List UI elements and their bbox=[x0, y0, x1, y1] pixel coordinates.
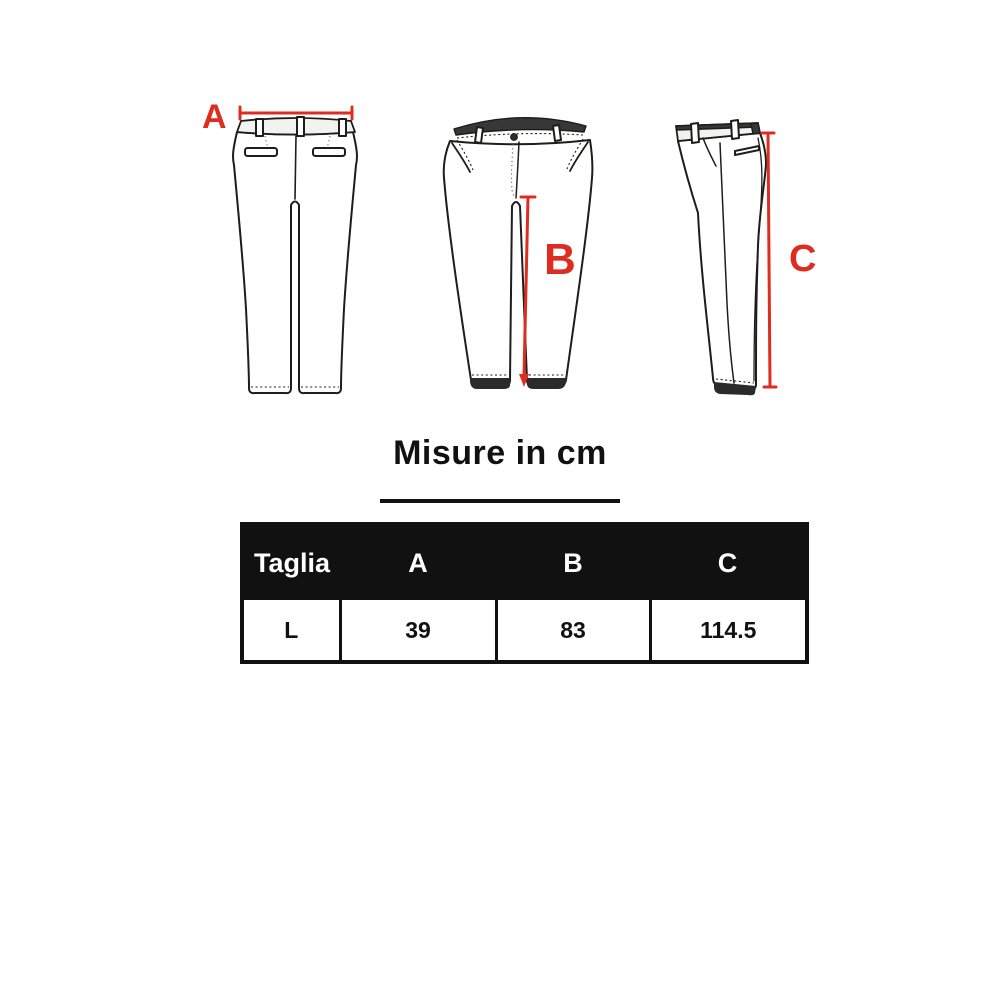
section-title: Misure in cm bbox=[393, 434, 607, 472]
cell-size: L bbox=[242, 600, 340, 662]
waist-button bbox=[511, 134, 518, 141]
measure-label-b: B bbox=[544, 235, 576, 284]
measure-label-a: A bbox=[202, 98, 227, 136]
title-underline bbox=[380, 499, 620, 503]
pants-front-view-illustration bbox=[440, 108, 600, 392]
header-c: C bbox=[650, 524, 807, 600]
size-table-row bbox=[242, 600, 807, 662]
header-b: B bbox=[496, 524, 650, 600]
cell-c-value: 114.5 bbox=[650, 600, 807, 662]
cell-b-value: 83 bbox=[496, 600, 650, 662]
pants-back-view-illustration bbox=[199, 99, 361, 399]
size-table bbox=[240, 522, 809, 664]
pants-side-view-illustration bbox=[663, 113, 781, 397]
measure-label-c: C bbox=[789, 238, 817, 280]
size-table-header-row bbox=[242, 524, 807, 600]
header-taglia: Taglia bbox=[242, 524, 340, 600]
cell-a-value: 39 bbox=[340, 600, 496, 662]
header-a: A bbox=[340, 524, 496, 600]
